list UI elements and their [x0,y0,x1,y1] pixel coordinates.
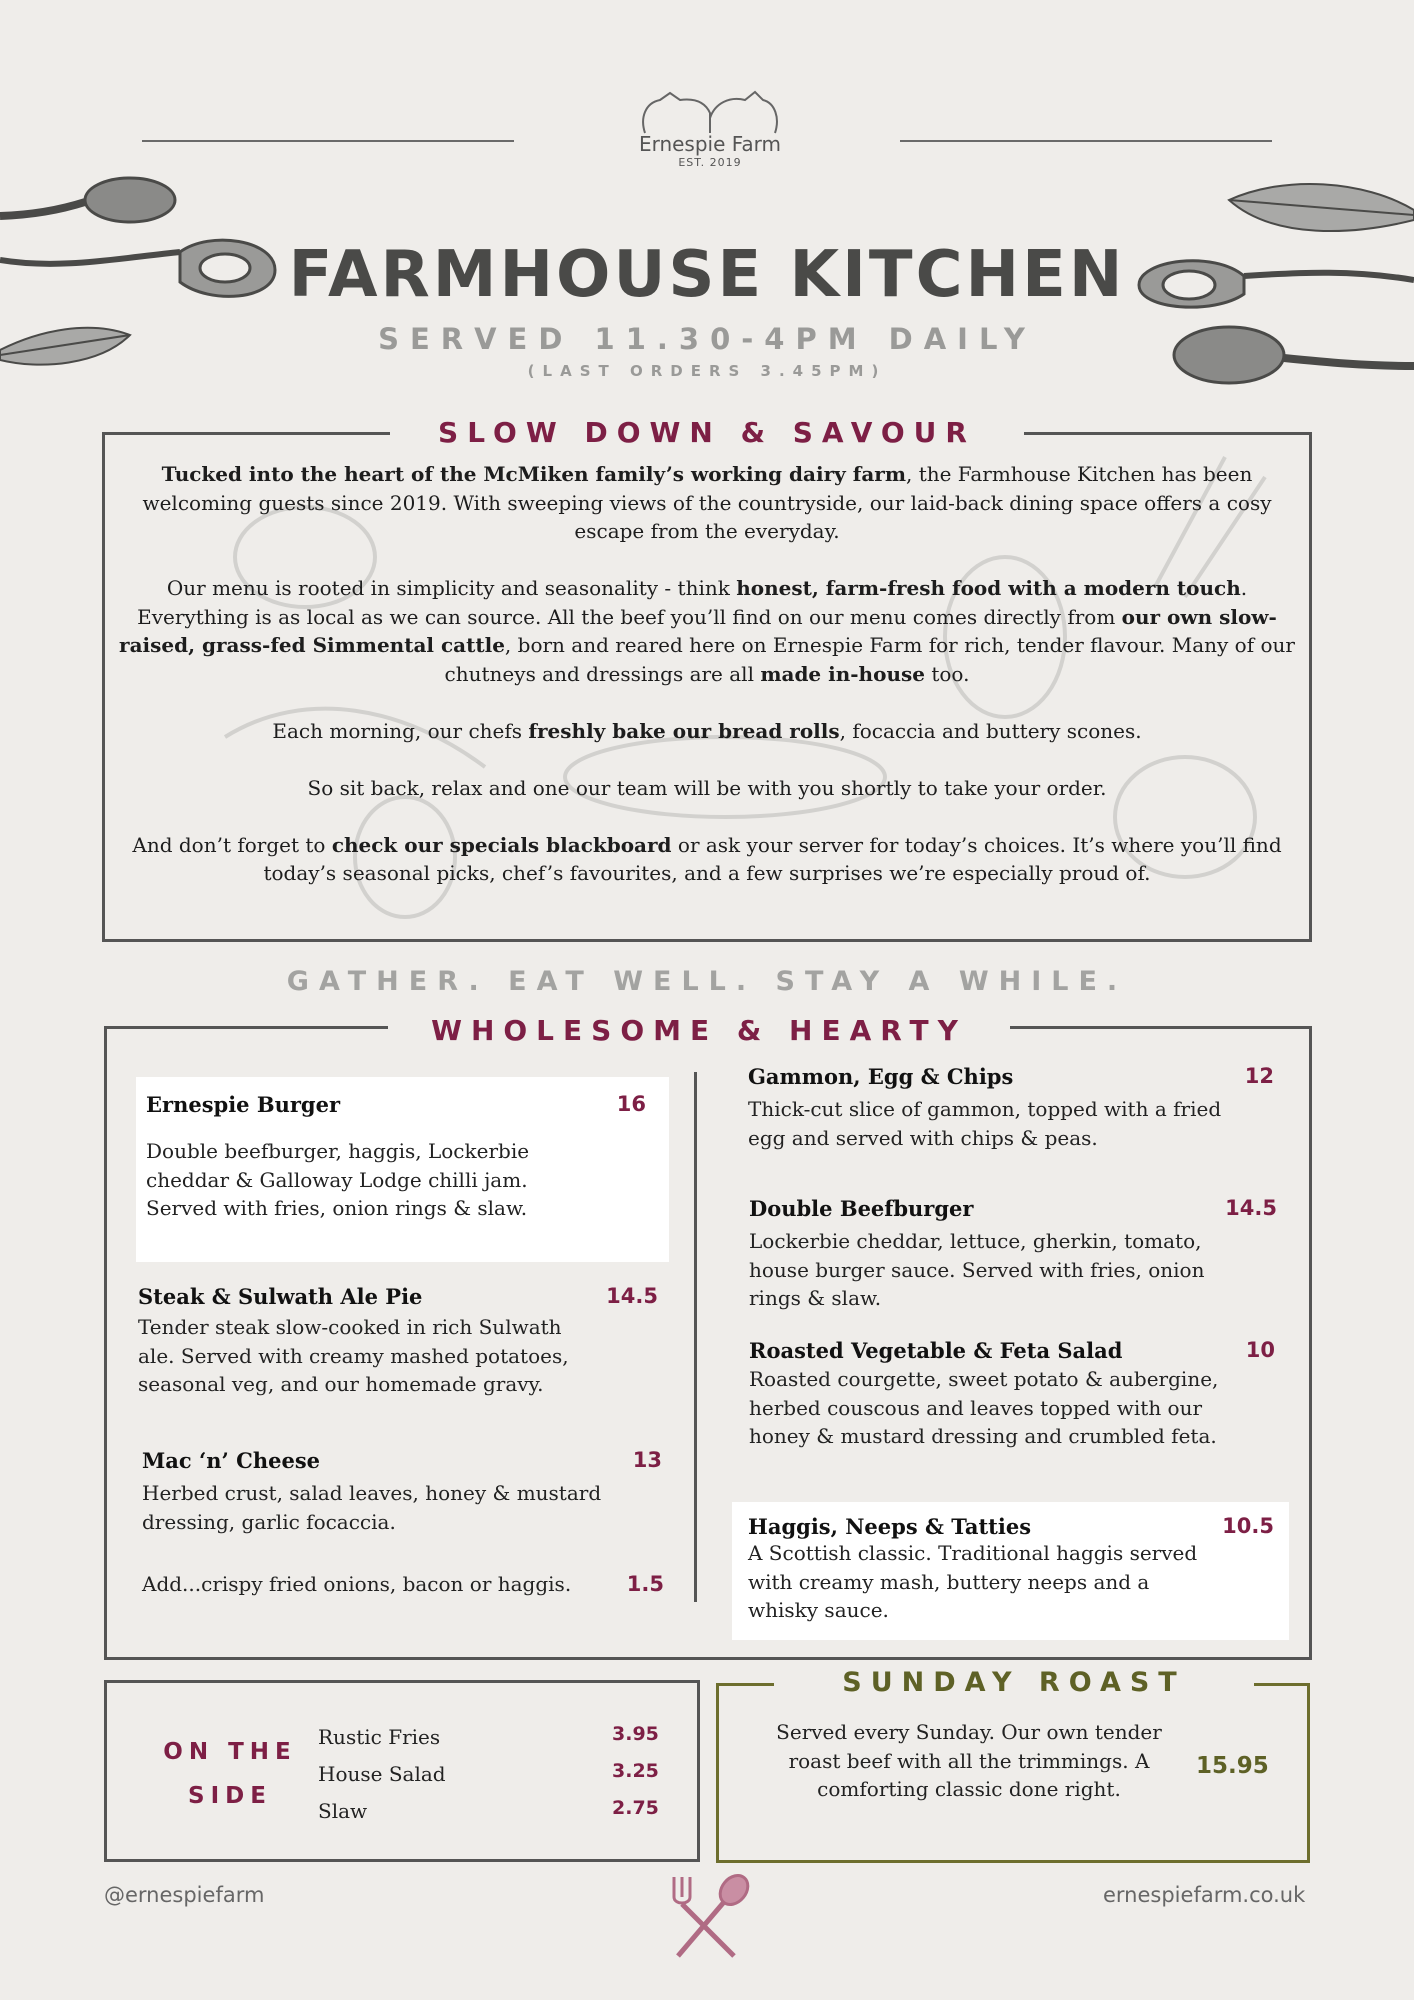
item-description: Herbed crust, salad leaves, honey & mustard dressing, garlic focaccia. [142,1481,602,1534]
intro-bold: our own slow-raised, grass-fed Simmental cattle [119,604,1277,657]
fork-spoon-icon [664,1872,754,1962]
sides-heading-line: ON THE [163,1739,297,1765]
item-price: 12 [1244,1064,1274,1088]
menu-item-double-beefburger [749,1196,1277,1313]
item-price: 1.5 [626,1572,664,1596]
item-name: Gammon, Egg & Chips [748,1064,1014,1089]
last-orders: (LAST ORDERS 3.45PM) [527,362,887,380]
item-description: Roasted courgette, sweet potato & aubergine, herbed couscous and leaves topped with our honey & mustard dressing and crumbled feta. [749,1367,1219,1448]
item-description: A Scottish classic. Traditional haggis served with creamy mash, buttery neeps and a whisky sauce. [748,1541,1198,1622]
intro-text-span: or ask your server for today’s choices. It’s where you’ll find today’s seasonal picks, chef’s favourites, and a few surprises we’re especially proud of. [263,832,1282,885]
intro-bold: honest, farm-fresh food with a modern touch [736,576,1241,600]
menu-item-add-ons [142,1570,664,1599]
menu-item-haggis-neeps [748,1514,1274,1625]
spoon-icon [0,178,175,222]
item-name: Steak & Sulwath Ale Pie [138,1284,423,1309]
item-name: Haggis, Neeps & Tatties [748,1514,1032,1539]
mains-column-divider [694,1072,697,1602]
item-price: 10 [1245,1338,1275,1362]
intro-paragraph [110,460,1304,546]
intro-paragraph: So sit back, relax and one our team will be with you shortly to take your order. [307,775,1107,800]
social-handle[interactable]: @ernespiefarm [104,1883,265,1907]
roast-price: 15.95 [1196,1753,1269,1779]
item-name: Mac ‘n’ Cheese [142,1448,321,1473]
intro-text-span: And don’t forget to [132,832,332,857]
menu-item-steak-pie [138,1284,658,1399]
mains-heading: WHOLESOME & HEARTY [388,1012,1010,1050]
intro-bold: Tucked into the heart of the McMiken family’s working dairy farm [161,462,906,486]
menu-item-ernespie-burger [146,1092,656,1223]
item-price: 13 [632,1448,662,1472]
website-link[interactable]: ernespiefarm.co.uk [1103,1883,1306,1907]
intro-text [110,460,1304,916]
sides-heading-line: SIDE [188,1783,272,1809]
side-item-price: 3.25 [612,1760,659,1782]
leaf-icon [1229,184,1414,231]
item-name: Double Beefburger [749,1196,974,1221]
item-price: 10.5 [1222,1514,1274,1538]
item-price: 16 [616,1092,646,1116]
header-rule-right [900,140,1272,142]
side-item-name: Rustic Fries [318,1725,441,1749]
item-description: Double beefburger, haggis, Lockerbie cheddar & Galloway Lodge chilli jam. Served with fries, onion rings & slaw. [146,1139,530,1220]
intro-text-span: Our menu is rooted in simplicity and seasonality - think [166,576,737,600]
intro-text-span: too. [924,661,970,686]
tagline: GATHER. EAT WELL. STAY A WHILE. [286,966,1128,997]
cow-logo-icon [635,88,785,138]
menu-item-gammon [748,1064,1274,1152]
intro-text-span: , focaccia and buttery scones. [839,718,1142,743]
item-name: Roasted Vegetable & Feta Salad [749,1338,1123,1363]
intro-bold: freshly bake our bread rolls [528,718,840,743]
sides-heading [130,1730,330,1818]
intro-text-span: Each morning, our chefs [272,718,529,743]
item-name: Ernespie Burger [146,1092,341,1117]
page-title: FARMHOUSE KITCHEN [288,238,1126,312]
intro-bold: check our specials blackboard [331,832,672,857]
intro-text-span: . Everything is as local as we can source. All the beef you’ll find on our menu comes directly from [137,576,1248,629]
logo-established: EST. 2019 [678,156,742,169]
side-item-price: 3.95 [612,1723,659,1745]
item-description: Lockerbie cheddar, lettuce, gherkin, tomato, house burger sauce. Served with fries, onion rings & slaw. [749,1229,1205,1310]
header-rule-left [142,140,514,142]
logo-name: Ernespie Farm [638,132,782,156]
intro-bold: made in-house [760,661,925,686]
side-item-name: Slaw [318,1799,368,1823]
serving-hours: SERVED 11.30-4PM DAILY [378,322,1036,356]
roast-heading: SUNDAY ROAST [774,1664,1254,1702]
intro-paragraph [110,831,1304,888]
menu-item-mac-n-cheese [142,1448,662,1536]
intro-paragraph [110,574,1304,688]
roast-description: Served every Sunday. Our own tender roast beef with all the trimmings. A comforting classic done right. [776,1720,1162,1801]
intro-text-span: , the Farmhouse Kitchen has been welcoming guests since 2019. With sweeping views of the countryside, our laid-back dining space offers a cosy escape from the everyday. [142,462,1272,543]
intro-text-span: , born and reared here on Ernespie Farm for rich, tender flavour. Many of our chutneys and dressings are all [444,633,1295,686]
item-description: Tender steak slow-cooked in rich Sulwath ale. Served with creamy mashed potatoes, seasonal veg, and our homemade gravy. [138,1315,569,1396]
item-price: 14.5 [606,1284,658,1308]
menu-item-vegetable-salad [749,1338,1275,1451]
item-description: Thick-cut slice of gammon, topped with a fried egg and served with chips & peas. [748,1097,1222,1150]
side-item-name: House Salad [318,1762,446,1786]
item-price: 14.5 [1225,1196,1277,1220]
farm-logo [620,88,800,188]
item-description: Add...crispy fried onions, bacon or haggis. [142,1572,572,1596]
side-item-price: 2.75 [612,1797,659,1819]
intro-heading: SLOW DOWN & SAVOUR [390,414,1024,452]
intro-paragraph [110,717,1304,746]
